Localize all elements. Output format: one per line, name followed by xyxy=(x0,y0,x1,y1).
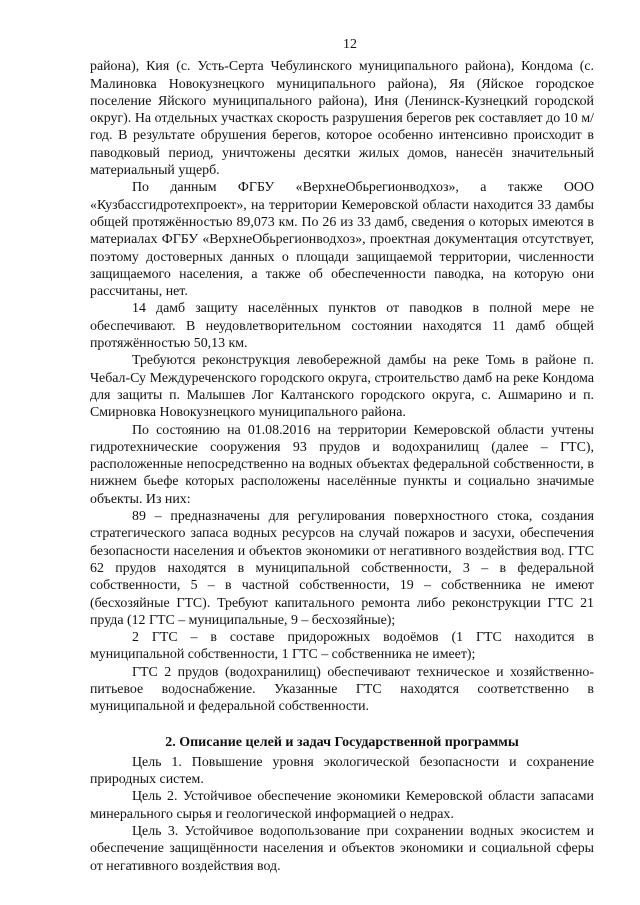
paragraph-hydraulic-structures: По состоянию на 01.08.2016 на территории Кемеровской области учтены гидротехнические сооружения 93 прудов и водохранилищ (далее – ГТС), расположенные непосредственно на водных объектах федеральной собственности, в нижнем бьефе которых расположены населённые пункты и социально значимые объекты. Из них: xyxy=(90,422,594,507)
goal-1: Цель 1. Повышение уровня экологической безопасности и сохранение природных систем. xyxy=(90,754,594,788)
paragraph-water-supply: ГТС 2 прудов (водохранилищ) обеспечивают техническое и хозяйственно-питьевое водоснабжение. Указанные ГТС находятся соответственно в муниципальной и федеральной собственности. xyxy=(90,664,594,715)
paragraph-dams-condition: 14 дамб защиту населённых пунктов от паводков в полной мере не обеспечивают. В неудовлетворительном состоянии находятся 11 дамб общей протяжённостью 50,13 км. xyxy=(90,301,594,352)
paragraph-flow-regulation: 89 – предназначены для регулирования поверхностного стока, создания стратегического запаса водных ресурсов на случай пожаров и засухи, обеспечения безопасности населения и объектов экономики от негативного воздействия вод. ГТС 62 прудов находятся в муниципальной собственности, 3 – в федеральной собственности, 5 – в частной собственности, 19 – собственника не имеют (бесхозяйные ГТС). Требуют капитального ремонта либо реконструкции ГТС 21 пруда (12 ГТС – муниципальные, 9 – бесхозяйные); xyxy=(90,509,594,628)
goal-2: Цель 2. Устойчивое обеспечение экономики Кемеровской области запасами минерального сырья и геологической информацией о недрах. xyxy=(90,789,594,822)
paragraph-reconstruction-required: Требуются реконструкция левобережной дамбы на реке Томь в районе п. Чебал-Су Междуреченского городского округа, строительство дамб на реке Кондома для защиты п. Малышев Лог Калтанского городского округа, с. Ашмарино и п. Смирновка Новокузнецкого муниципального района. xyxy=(90,353,594,421)
paragraph-roadside-ponds: 2 ГТС – в составе придорожных водоёмов (1 ГТС находится в муниципальной собственности, 1 ГТС – собственника не имеет); xyxy=(90,630,594,663)
paragraph-dams-count: По данным ФГБУ «ВерхнеОбьрегионводхоз», а также ООО «Кузбассгидротехпроект», на территории Кемеровской области находится 33 дамбы общей протяжённостью 89,073 км. По 26 из 33 дамб, сведения о которых имеются в материалах ФГБУ «ВерхнеОбьрегионводхоз», проектная документация отсутствует, поэтому достоверных данных о площади защищаемой территории, численности защищаемого населения, а также об обеспеченности паводка, на которую они рассчитаны, нет. xyxy=(90,180,594,300)
goal-3: Цель 3. Устойчивое водопользование при сохранении водных экосистем и обеспечение защищённости населения и объектов экономики и социальной сферы от негативного воздействия вод. xyxy=(90,824,594,874)
section-heading: 2. Описание целей и задач Государственной программы xyxy=(165,734,519,750)
page-number: 12 xyxy=(343,37,357,52)
paragraph-river-bank-erosion: района), Кия (с. Усть-Серта Чебулинского муниципального района), Кондома (с. Малиновка Новокузнецкого муниципального района), Яя (Яйское городское поселение Яйского муниципального района), Иня (Ленинск-Кузнецкий городской округ). На отдельных участках скорость разрушения берегов рек составляет до 10 м/год. В результате обрушения берегов, которое особенно интенсивно происходит в паводковый период, уничтожены десятки жилых домов, нанесён значительный материальный ущерб. xyxy=(90,59,594,179)
